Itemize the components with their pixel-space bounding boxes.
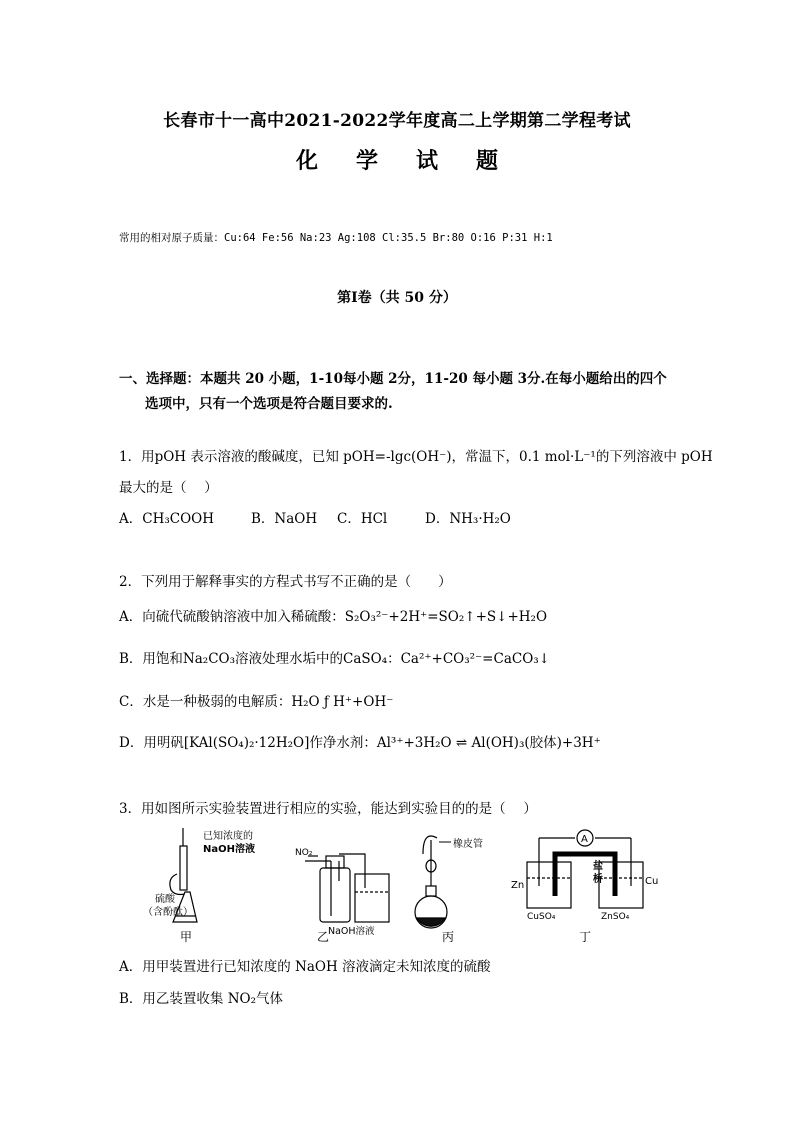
q1-option-d: D．NH₃·H₂O (425, 511, 511, 527)
q2-option-a: A．向硫代硫酸钠溶液中加入稀硫酸：S₂O₃²⁻+2H⁺=SO₂↑+S↓+H₂O (119, 609, 548, 625)
apparatus-ding (527, 838, 643, 908)
ding-cu: Cu (645, 876, 659, 887)
apparatus-yi (305, 854, 389, 922)
q3-option-b: B．用乙装置收集 NO₂气体 (119, 991, 284, 1007)
q1-options (119, 507, 511, 527)
volume-heading: 第Ⅰ卷（共 50 分） (337, 290, 457, 306)
caption-bing: 丙 (442, 930, 455, 944)
ding-znso4: ZnSO₄ (601, 912, 630, 922)
caption-ding: 丁 (579, 930, 592, 944)
ding-meter: A (581, 834, 588, 845)
q1-option-c: C．HCl (337, 511, 388, 527)
caption-jia: 甲 (180, 930, 193, 944)
q1-option-b: B．NaOH (251, 511, 318, 527)
jia-label-1: 已知浓度的 (203, 831, 253, 842)
jia-label-2: NaOH溶液 (203, 844, 255, 855)
q2-option-b: B．用饱和Na₂CO₃溶液处理水垢中的CaSO₄：Ca²⁺+CO₃²⁻=CaCO₃↓ (119, 651, 550, 667)
q2-stem: 2．下列用于解释事实的方程式书写不正确的是（ ） (119, 574, 452, 590)
atomic-masses: 常用的相对原子质量：Cu:64 Fe:56 Na:23 Ag:108 Cl:35.5 Br:80 O:16 P:31 H:1 (119, 232, 553, 244)
section1-line2: 选项中，只有一个选项是符合题目要求的. (145, 396, 393, 412)
q1-option-a: A．CH₃COOH (119, 511, 215, 527)
caption-yi: 乙 (317, 930, 330, 944)
exam-title: 长春市十一高中2021-2022学年度高二上学期第二学程考试 (163, 111, 631, 131)
ding-bridge-2: 桥 (593, 874, 603, 885)
q1-stem-line1: 1．用pOH 表示溶液的酸碱度，已知 pOH=-lgc(OH⁻)，常温下，0.1 mol·L⁻¹的下列溶液中 pOH (119, 449, 713, 465)
ding-zn: Zn (511, 880, 525, 891)
jia-label-4: （含酚酞） (143, 907, 193, 918)
q1-stem-line2: 最大的是（ ） (119, 480, 218, 496)
q2-option-c: C．水是一种极弱的电解质：H₂O ƒ H⁺+OH⁻ (119, 694, 394, 710)
bing-label: 橡皮管 (453, 839, 483, 850)
ding-cuso4: CuSO₄ (527, 912, 556, 922)
jia-label-3: 硫酸 (155, 894, 175, 905)
subject-title: 化学试题 (295, 148, 536, 174)
apparatus-bing (415, 836, 447, 928)
yi-label-no2: NO₂ (295, 848, 313, 858)
ding-bridge-1: 盐 (593, 861, 603, 872)
section1-line1: 一、选择题：本题共 20 小题，1-10每小题 2分，11-20 每小题 3分.在每小题给出的四个 (119, 371, 667, 387)
q2-option-d: D．用明矾[KAl(SO₄)₂·12H₂O]作净水剂：Al³⁺+3H₂O ⇌ Al(OH)₃(胶体)+3H⁺ (119, 735, 601, 751)
q3-apparatus-figure (143, 826, 659, 944)
q3-stem: 3．用如图所示实验装置进行相应的实验，能达到实验目的的是（ ） (119, 801, 537, 817)
yi-label-naoh: NaOH溶液 (328, 926, 375, 937)
q3-option-a: A．用甲装置进行已知浓度的 NaOH 溶液滴定未知浓度的硫酸 (119, 959, 491, 975)
